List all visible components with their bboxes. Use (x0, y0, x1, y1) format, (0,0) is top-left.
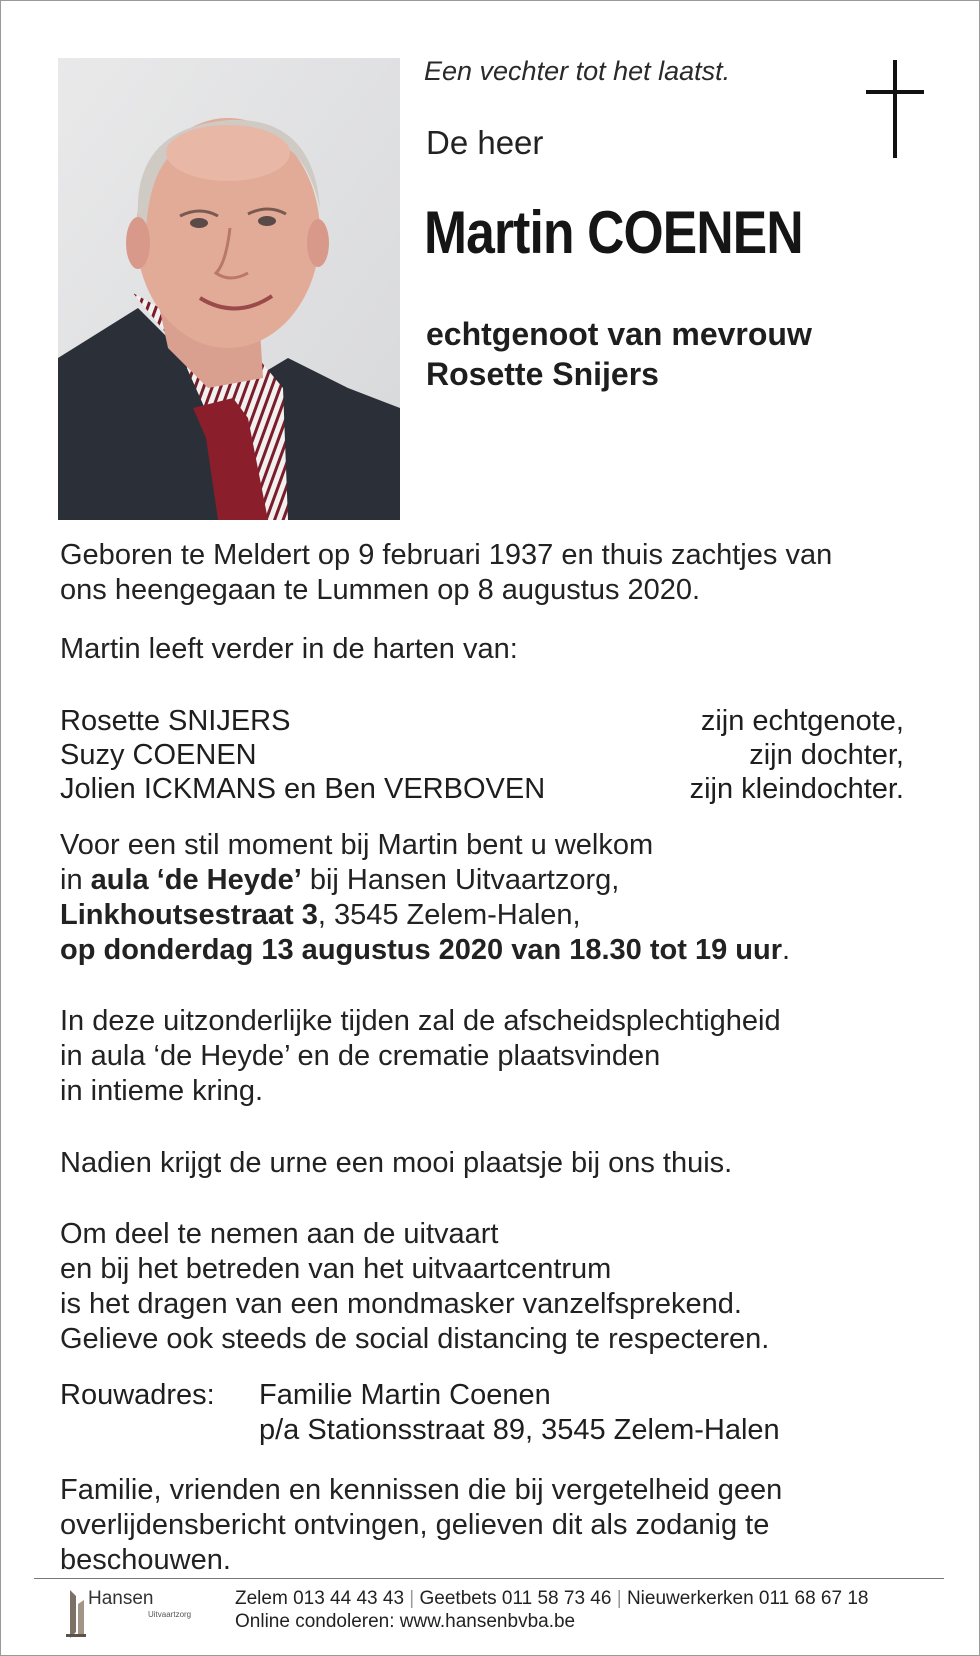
phone-zelem: Zelem 013 44 43 43 (235, 1588, 405, 1609)
relative-row (60, 772, 904, 806)
exceptional-line: In deze uitzonderlijke tijden zal de afscheidsplechtigheid (60, 1005, 781, 1037)
spouse-line-1: echtgenoot van mevrouw (426, 316, 812, 352)
relatives-list (60, 704, 904, 806)
closing-line: overlijdensbericht ontvingen, gelieven dit als zodanig te (60, 1509, 770, 1541)
deceased-name: Martin COENEN (424, 199, 803, 266)
relative-row (60, 738, 904, 772)
lives-on-line: Martin leeft verder in de harten van: (60, 633, 518, 665)
visit-line-4: op donderdag 13 augustus 2020 van 18.30 tot 19 uur. (60, 934, 791, 966)
separator: | (616, 1588, 622, 1609)
relative-relation: zijn echtgenote, (700, 705, 904, 737)
covid-paragraph (60, 1217, 769, 1357)
phone-geetbets: Geetbets 011 58 73 46 (419, 1588, 612, 1609)
rouwadres-line-1: Familie Martin Coenen (259, 1379, 551, 1411)
spouse-line-2: Rosette Snijers (426, 356, 659, 392)
footer-divider (34, 1578, 944, 1579)
quote-text: Een vechter tot het laatst. (424, 56, 731, 86)
exceptional-paragraph (60, 1004, 781, 1109)
birth-line-2: ons heengegaan te Lummen op 8 augustus 2020. (60, 574, 701, 606)
covid-line: Om deel te nemen aan de uitvaart (60, 1218, 499, 1250)
honorific: De heer (426, 124, 544, 161)
relative-name: Rosette SNIJERS (60, 705, 291, 737)
cross-icon (866, 60, 924, 160)
visit-line-3: Linkhoutsestraat 3, 3545 Zelem-Halen, (60, 899, 581, 931)
logo-name: Hansen (88, 1588, 154, 1609)
footer-phones (235, 1587, 868, 1610)
online-condolence[interactable]: Online condoleren: www.hansenbvba.be (235, 1611, 576, 1632)
urn-line: Nadien krijgt de urne een mooi plaatsje bij ons thuis. (60, 1147, 733, 1179)
birth-line-1: Geboren te Meldert op 9 februari 1937 en thuis zachtjes van (60, 539, 833, 571)
visit-line-2: in aula ‘de Heyde’ bij Hansen Uitvaartzorg, (60, 864, 620, 896)
visit-line-1: Voor een stil moment bij Martin bent u welkom (60, 829, 654, 861)
visit-paragraph (60, 828, 790, 968)
relative-row (60, 704, 904, 738)
footer-contact (235, 1587, 868, 1633)
portrait-photo (58, 58, 400, 520)
rouwadres-label: Rouwadres: (60, 1379, 215, 1411)
closing-line: beschouwen. (60, 1544, 231, 1576)
logo-subtitle: Uitvaartzorg (148, 1610, 192, 1619)
separator: | (409, 1588, 415, 1609)
spouse-info (426, 314, 812, 394)
logo-mark-icon (64, 1586, 88, 1640)
rouwadres-line-2: p/a Stationsstraat 89, 3545 Zelem-Halen (259, 1414, 780, 1446)
closing-paragraph (60, 1473, 782, 1578)
closing-line: Familie, vrienden en kennissen die bij vergetelheid geen (60, 1474, 783, 1506)
relative-relation: zijn kleindochter. (689, 773, 904, 805)
exceptional-line: in intieme kring. (60, 1075, 264, 1107)
relative-name: Jolien ICKMANS en Ben VERBOVEN (60, 773, 546, 805)
covid-line: en bij het betreden van het uitvaartcentrum (60, 1253, 612, 1285)
hansen-logo (64, 1586, 204, 1640)
relative-name: Suzy COENEN (60, 739, 257, 771)
covid-line: is het dragen van een mondmasker vanzelfsprekend. (60, 1288, 742, 1320)
phone-nieuwerkerken: Nieuwerkerken 011 68 67 18 (626, 1588, 869, 1609)
exceptional-line: in aula ‘de Heyde’ en de crematie plaatsvinden (60, 1040, 661, 1072)
birth-death-paragraph (60, 538, 832, 608)
rouwadres-value (259, 1378, 780, 1448)
relative-relation: zijn dochter, (749, 739, 904, 771)
covid-line: Gelieve ook steeds de social distancing te respecteren. (60, 1323, 770, 1355)
